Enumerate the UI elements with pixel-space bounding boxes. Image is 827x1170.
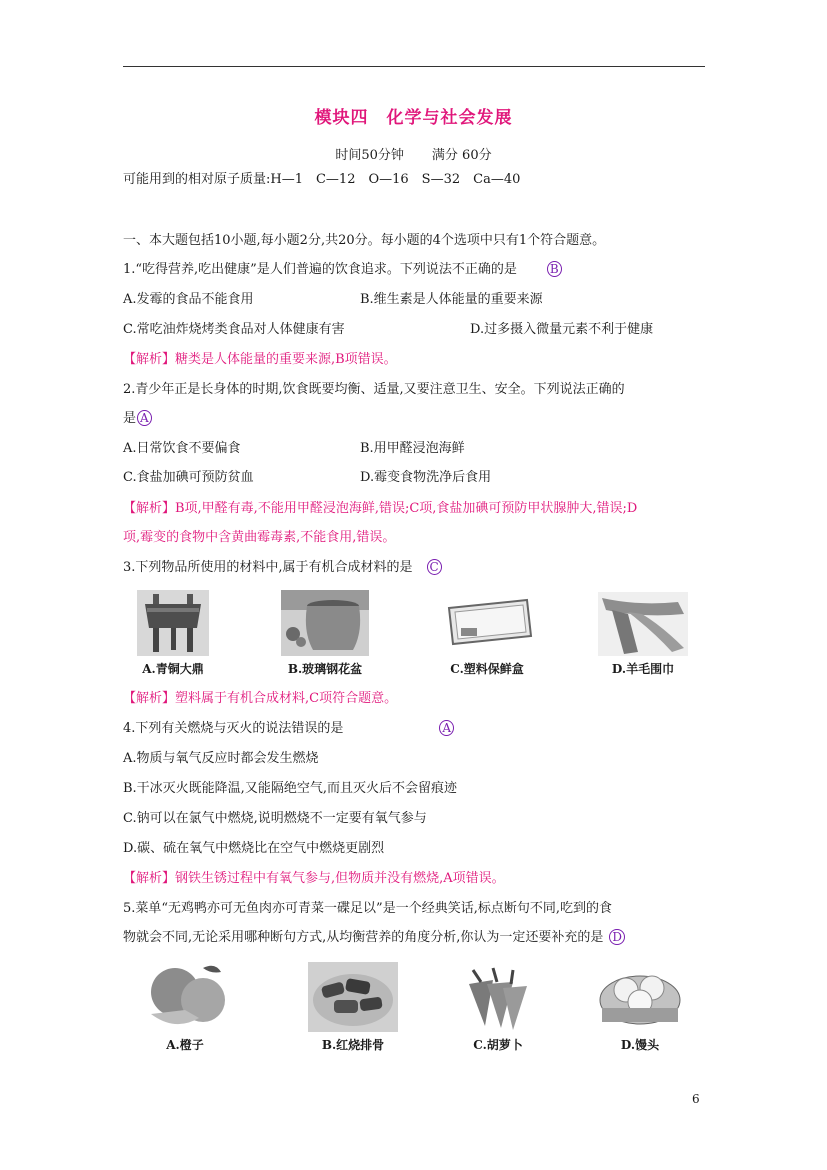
q3-caption-c: C.塑料保鲜盒: [450, 662, 524, 676]
q3-caption-b: B.玻璃钢花盆: [287, 662, 363, 676]
q2-stem-line2: [123, 410, 152, 428]
q1-stem: [123, 261, 562, 279]
q4-option-c: C.钠可以在氯气中燃烧,说明燃烧不一定要有氧气参与: [123, 811, 427, 826]
q5-stem-line1: 5.菜单“无鸡鸭亦可无鱼肉亦可青菜一碟足以”是一个经典笑话,标点断句不同,吃到的食: [123, 901, 612, 916]
q4-option-a: A.物质与氧气反应时都会发生燃烧: [123, 751, 319, 766]
q4-stem: [123, 720, 454, 738]
q1-option-b: B.维生素是人体能量的重要来源: [360, 292, 543, 307]
q4-option-b: B.干冰灭火既能降温,又能隔绝空气,而且灭火后不会留痕迹: [123, 781, 457, 796]
q1-answer: B: [547, 261, 562, 277]
q5-stem-line2: [123, 929, 625, 947]
q2-explanation-line1: 【解析】B项,甲醛有毒,不能用甲醛浸泡海鲜,错误;C项,食盐加碘可预防甲状腺肿大,错误;D: [123, 501, 638, 516]
q3-caption-d: D.羊毛围巾: [611, 662, 675, 676]
q5-caption-d: D.馒头: [620, 1038, 660, 1052]
braised-ribs-image: [308, 962, 398, 1032]
wool-scarf-image: [598, 592, 688, 656]
q1-option-a: A.发霉的食品不能食用: [123, 292, 254, 307]
q2-stem-text: 是: [123, 411, 137, 426]
q2-stem-line1: 2.青少年正是长身体的时期,饮食既要均衡、适量,又要注意卫生、安全。下列说法正确的: [123, 382, 625, 397]
q2-explanation-line2: 项,霉变的食物中含黄曲霉毒素,不能食用,错误。: [123, 530, 396, 545]
q2-option-c: C.食盐加碘可预防贫血: [123, 470, 254, 485]
q5-stem-text: 物就会不同,无论采用哪种断句方式,从均衡营养的角度分析,你认为一定还要补充的是: [123, 930, 604, 945]
q4-answer: A: [439, 720, 454, 736]
q2-answer: A: [137, 410, 152, 426]
carrot-image: [463, 962, 531, 1034]
q3-explanation: 【解析】塑料属于有机合成材料,C项符合题意。: [123, 691, 398, 706]
fiberglass-flowerpot-image: [281, 590, 369, 656]
q4-explanation: 【解析】钢铁生锈过程中有氧气参与,但物质并没有燃烧,A项错误。: [123, 871, 505, 886]
q4-stem-text: 4.下列有关燃烧与灭火的说法错误的是: [123, 721, 344, 736]
exam-time: 时间50分钟: [335, 148, 404, 163]
steamed-bun-image: [596, 958, 684, 1032]
exam-info: [0, 144, 827, 163]
q1-option-c: C.常吃油炸烧烤类食品对人体健康有害: [123, 322, 345, 337]
q5-caption-b: B.红烧排骨: [321, 1038, 385, 1052]
q3-caption-a: A.青铜大鼎: [142, 662, 204, 676]
q3-stem: [123, 559, 442, 577]
q2-option-b: B.用甲醛浸泡海鲜: [360, 441, 465, 456]
header-rule: [123, 66, 705, 67]
section-intro: 一、本大题包括10小题,每小题2分,共20分。每小题的4个选项中只有1个符合题意。: [123, 233, 606, 248]
q3-answer: C: [427, 559, 442, 575]
q1-stem-text: 1.“吃得营养,吃出健康”是人们普遍的饮食追求。下列说法不正确的是: [123, 262, 517, 277]
q5-answer: D: [609, 929, 625, 945]
orange-image: [145, 962, 231, 1032]
q2-option-a: A.日常饮食不要偏食: [123, 441, 241, 456]
atomic-masses: 可能用到的相对原子质量:H—1 C—12 O—16 S—32 Ca—40: [123, 172, 521, 187]
q5-caption-a: A.橙子: [166, 1038, 204, 1052]
q1-option-d: D.过多摄入微量元素不利于健康: [470, 322, 654, 337]
q4-option-d: D.碳、硫在氧气中燃烧比在空气中燃烧更剧烈: [123, 841, 385, 856]
plastic-container-image: [441, 590, 535, 650]
q3-stem-text: 3.下列物品所使用的材料中,属于有机合成材料的是: [123, 560, 413, 575]
page-title: 模块四 化学与社会发展: [314, 108, 513, 128]
q5-caption-c: C.胡萝卜: [473, 1038, 523, 1052]
q1-explanation: 【解析】糖类是人体能量的重要来源,B项错误。: [123, 352, 397, 367]
q2-option-d: D.霉变食物洗净后食用: [360, 470, 492, 485]
page-number: 6: [692, 1092, 700, 1106]
bronze-ding-image: [137, 590, 209, 656]
exam-score: 满分 60分: [431, 148, 492, 163]
